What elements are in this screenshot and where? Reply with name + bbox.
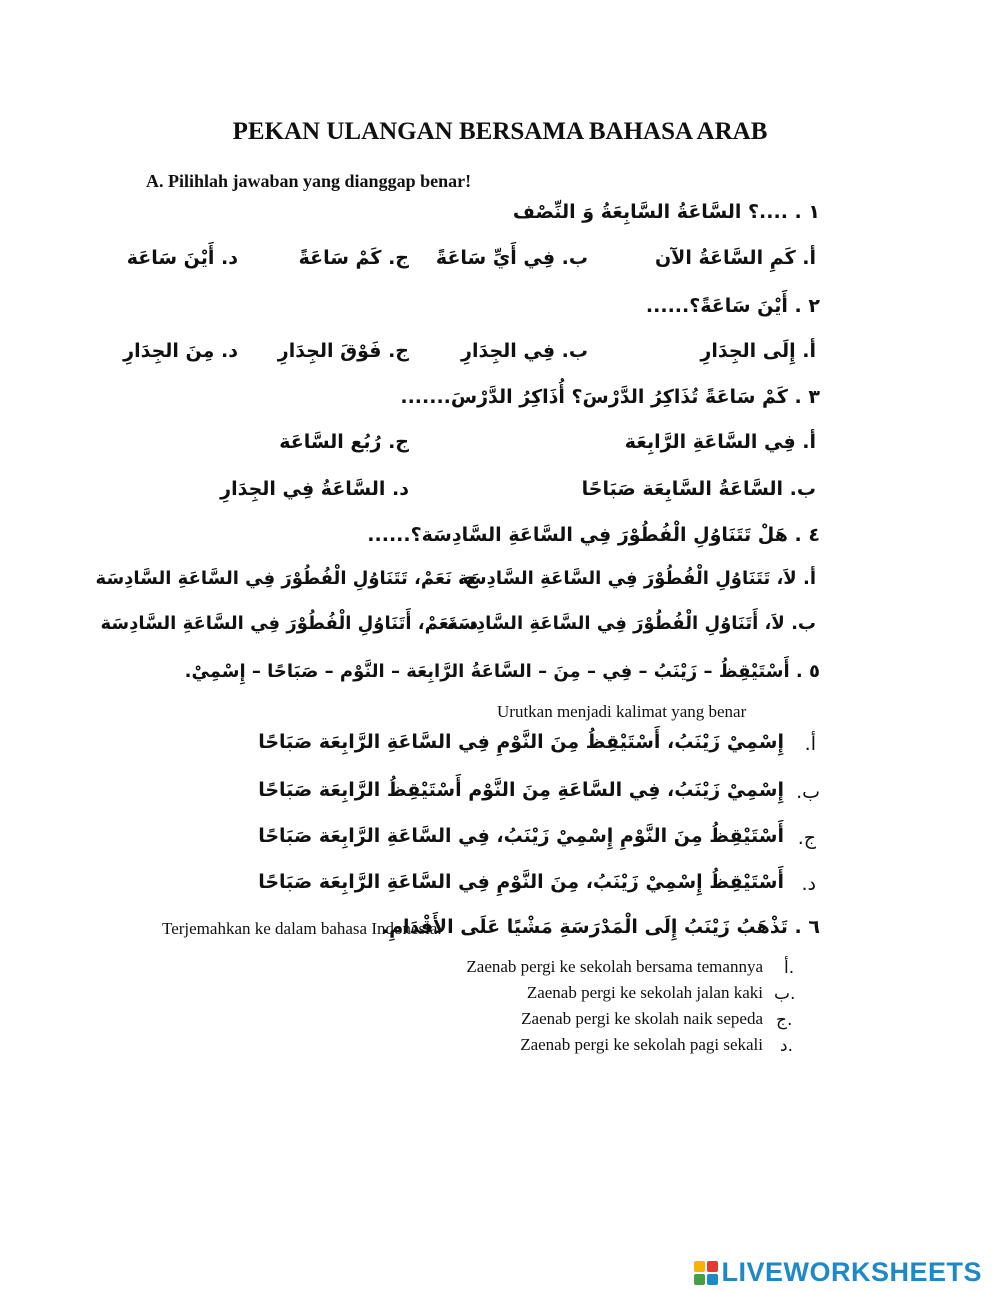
q2-option-c: ج. فَوْقَ الجِدَارِ [277, 340, 409, 362]
q1-option-c: ج. كَمْ سَاعَةً [298, 247, 409, 269]
liveworksheets-logo[interactable] [694, 1257, 982, 1288]
q3-option-a: أ. فِي السَّاعَةِ الرَّابِعَة [624, 431, 816, 453]
question-2-stem: ٢ . أَيْنَ سَاعَةً؟...... [645, 295, 820, 317]
question-6-stem: ٦ . تَذْهَبُ زَيْنَبُ إِلَى الْمَدْرَسَةِ مَشْيًا عَلَى الأَقْدَامِ. [381, 916, 820, 938]
q6-option-a-label: أ. [784, 958, 795, 978]
q1-option-a: أ. كَمِ السَّاعَةُ الآن [654, 247, 816, 269]
q2-option-a: أ. إِلَى الجِدَارِ [700, 340, 816, 362]
q1-option-b: ب. فِي أَيِّ سَاعَةً [435, 247, 588, 269]
q6-option-d-label: د. [780, 1036, 793, 1056]
q6-option-c: Zaenab pergi ke skolah naik sepeda [521, 1009, 763, 1028]
liveworksheets-logo-text: LIVEWORKSHEETS [721, 1257, 982, 1287]
liveworksheets-logo-icon [694, 1261, 718, 1285]
question-4-stem: ٤ . هَلْ تَتَنَاوُلِ الْفُطُوْرَ فِي السَّاعَةِ السَّادِسَة؟...... [367, 524, 820, 546]
q3-option-c: ج. رُبُع السَّاعَة [279, 431, 409, 453]
q5-option-a: إِسْمِيْ زَيْنَبُ، أَسْتَيْقِظُ مِنَ النَّوْمِ فِي السَّاعَةِ الرَّابِعَة صَبَاحًا [258, 731, 784, 753]
section-instruction: A. Pilihlah jawaban yang dianggap benar! [146, 171, 472, 191]
q6-option-b-label: ب. [774, 984, 796, 1004]
q4-option-a: أ. لاَ، تَتَنَاوُلِ الْفُطُوْرَ فِي السَّاعَةِ السَّادِسَة [457, 568, 816, 589]
q5-option-c: أَسْتَيْقِظُ مِنَ النَّوْمِ إِسْمِيْ زَيْنَبُ، فِي السَّاعَةِ الرَّابِعَة صَبَاحًا [258, 825, 784, 847]
q4-option-d: د. نَعَمْ، أَتَنَاوُلِ الْفُطُوْرَ فِي السَّاعَةِ السَّادِسَة [100, 613, 478, 634]
question-5-stem: ٥ . أَسْتَيْقِظُ – زَيْنَبُ – فِي – مِنَ – السَّاعَةُ الرَّابِعَة – النَّوْم – صَبَاحًا – إِسْمِيْ. [184, 661, 820, 682]
q5-option-b: إِسْمِيْ زَيْنَبُ، فِي السَّاعَةِ مِنَ النَّوْم أَسْتَيْقِظُ الرَّابِعَة صَبَاحًا [258, 779, 784, 801]
q6-option-d: Zaenab pergi ke sekolah pagi sekali [520, 1035, 763, 1054]
q5-instruction: Urutkan menjadi kalimat yang benar [497, 702, 747, 721]
q6-option-a: Zaenab pergi ke sekolah bersama temannya [466, 957, 763, 976]
question-1-stem: ١ . ....؟ السَّاعَةُ السَّابِعَةُ وَ النِّصْف [512, 201, 820, 223]
q4-option-b: ب. لاَ، أَتَنَاوُلِ الْفُطُوْرَ فِي السَّاعَةِ السَّادِسَة [447, 613, 816, 634]
q5-option-c-label: ج. [797, 827, 816, 849]
q5-option-d: أَسْتَيْقِظُ إِسْمِيْ زَيْنَبُ، مِنَ النَّوْمِ فِي السَّاعَةِ الرَّابِعَة صَبَاحًا [258, 871, 784, 893]
q4-option-c: ج. نَعَمْ، تَتَنَاوُلِ الْفُطُوْرَ فِي السَّاعَةِ السَّادِسَة [95, 568, 478, 589]
q6-option-b: Zaenab pergi ke sekolah jalan kaki [526, 983, 763, 1002]
q5-option-b-label: ب. [796, 781, 820, 803]
question-3-stem: ٣ . كَمْ سَاعَةً تُذَاكِرُ الدَّرْسَ؟ أُذَاكِرُ الدَّرْسَ....... [400, 386, 820, 408]
question-6-instruction: Terjemahkan ke dalam bahasa Indonesia. [162, 919, 442, 938]
q2-option-d: د. مِنَ الجِدَارِ [123, 340, 238, 362]
q3-option-d: د. السَّاعَةُ فِي الجِدَارِ [220, 478, 409, 500]
q6-option-c-label: ج. [776, 1010, 793, 1030]
q3-option-b: ب. السَّاعَةُ السَّابِعَة صَبَاحًا [581, 478, 816, 500]
q5-option-d-label: د. [801, 873, 816, 895]
q2-option-b: ب. فِي الجِدَارِ [461, 340, 588, 362]
page-title: PEKAN ULANGAN BERSAMA BAHASA ARAB [232, 118, 768, 145]
q5-option-a-label: أ. [804, 733, 816, 755]
q1-option-d: د. أَيْنَ سَاعَة [126, 247, 238, 269]
